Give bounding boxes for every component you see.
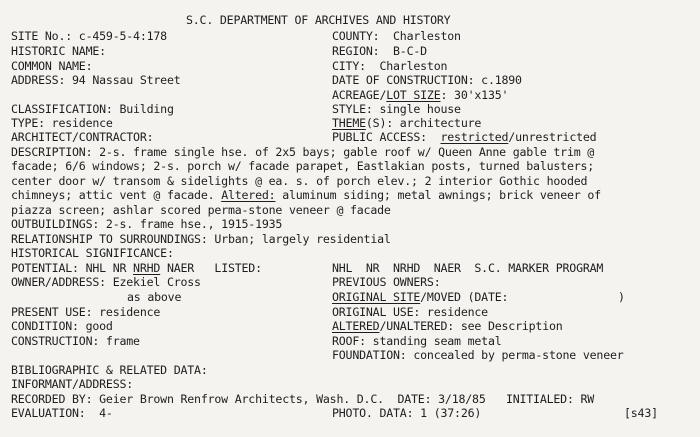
potential-label: POTENTIAL: NHL NR <box>11 261 134 275</box>
description-line: center door w/ transom & sidelights @ ea. s. of porch elev.; 2 interior Gothic hooded <box>11 174 588 188</box>
listed-options: NHL NR NRHD NAER S.C. MARKER PROGRAM <box>332 261 604 275</box>
description-text: chimneys; attic vent @ facade. <box>11 188 222 202</box>
altered-option: ALTERED <box>332 319 380 333</box>
theme-value: (S): architecture <box>365 116 482 130</box>
public-access <box>332 130 596 144</box>
description-line: facade; 6/6 windows; 2-s. porch w/ facade parapet, Eastlakian posts, turned balusters; <box>11 159 595 173</box>
record-code: [s43] <box>624 406 658 420</box>
photo-data: PHOTO. DATA: 1 (37:26) <box>332 406 482 420</box>
previous-owners: PREVIOUS OWNERS: <box>332 275 441 289</box>
construction: CONSTRUCTION: frame <box>11 334 140 348</box>
style: STYLE: single house <box>332 102 461 116</box>
listed-label: NAER LISTED: <box>160 261 262 275</box>
restricted-option: restricted <box>440 130 509 144</box>
acreage-label: ACREAGE/ <box>332 88 387 102</box>
potential <box>11 261 262 275</box>
original-site-moved <box>332 290 508 304</box>
foundation: FOUNDATION: concealed by perma-stone veneer <box>332 348 624 362</box>
nrhd-option: NRHD <box>133 261 161 275</box>
altered-label: Altered: <box>221 188 276 202</box>
description-line <box>11 188 601 202</box>
unaltered-option: /UNALTERED: see Description <box>379 319 563 333</box>
original-use: ORIGINAL USE: residence <box>332 305 488 319</box>
recorded-by: RECORDED BY: Geier Brown Renfrow Architects, Wash. D.C. DATE: 3/18/85 INITIALED: RW <box>11 392 595 406</box>
roof: ROOF: standing seam metal <box>332 334 502 348</box>
informant-address: INFORMANT/ADDRESS: <box>11 377 134 391</box>
region: REGION: B-C-D <box>332 44 427 58</box>
public-access-label: PUBLIC ACCESS: <box>332 130 441 144</box>
altered-unaltered <box>332 319 563 333</box>
owner-address-line2: as above <box>127 290 182 304</box>
type: TYPE: residence <box>11 116 113 130</box>
acreage-value: : 30'x135' <box>440 88 509 102</box>
bibliographic-data: BIBLIOGRAPHIC & RELATED DATA: <box>11 363 208 377</box>
address: ADDRESS: 94 Nassau Street <box>11 73 181 87</box>
original-site-option: ORIGINAL SITE <box>332 290 421 304</box>
lot-size-label: LOT SIZE <box>386 88 441 102</box>
themes <box>332 116 481 130</box>
description-line: DESCRIPTION: 2-s. frame single hse. of 2x5 bays; gable roof w/ Queen Anne gable trim @ <box>11 145 595 159</box>
moved-date-close: ) <box>618 290 625 304</box>
present-use: PRESENT USE: residence <box>11 305 161 319</box>
acreage <box>332 88 508 102</box>
relationship-to-surroundings: RELATIONSHIP TO SURROUNDINGS: Urban; largely residential <box>11 232 391 246</box>
classification: CLASSIFICATION: Building <box>11 102 174 116</box>
condition: CONDITION: good <box>11 319 113 333</box>
card-title: S.C. DEPARTMENT OF ARCHIVES AND HISTORY <box>186 13 451 27</box>
unrestricted-option: /unrestricted <box>508 130 597 144</box>
historical-significance-heading: HISTORICAL SIGNIFICANCE: <box>11 246 174 260</box>
owner-address: OWNER/ADDRESS: Ezekiel Cross <box>11 275 201 289</box>
common-name: COMMON NAME: <box>11 59 93 73</box>
theme-label: THEME <box>332 116 366 130</box>
architect-contractor: ARCHITECT/CONTRACTOR: <box>11 130 154 144</box>
description-line: piazza screen; ashlar scored perma-stone veneer @ facade <box>11 203 391 217</box>
historic-name: HISTORIC NAME: <box>11 44 106 58</box>
county: COUNTY: Charleston <box>332 29 461 43</box>
description-text: aluminum siding; metal awnings; brick veneer of <box>275 188 601 202</box>
outbuildings: OUTBUILDINGS: 2-s. frame hse., 1915-1935 <box>11 217 283 231</box>
evaluation: EVALUATION: 4- <box>11 406 113 420</box>
city: CITY: Charleston <box>332 59 448 73</box>
site-number: SITE No.: c-459-5-4:178 <box>11 29 167 43</box>
moved-option: /MOVED (DATE: <box>420 290 509 304</box>
date-of-construction: DATE OF CONSTRUCTION: c.1890 <box>332 73 522 87</box>
